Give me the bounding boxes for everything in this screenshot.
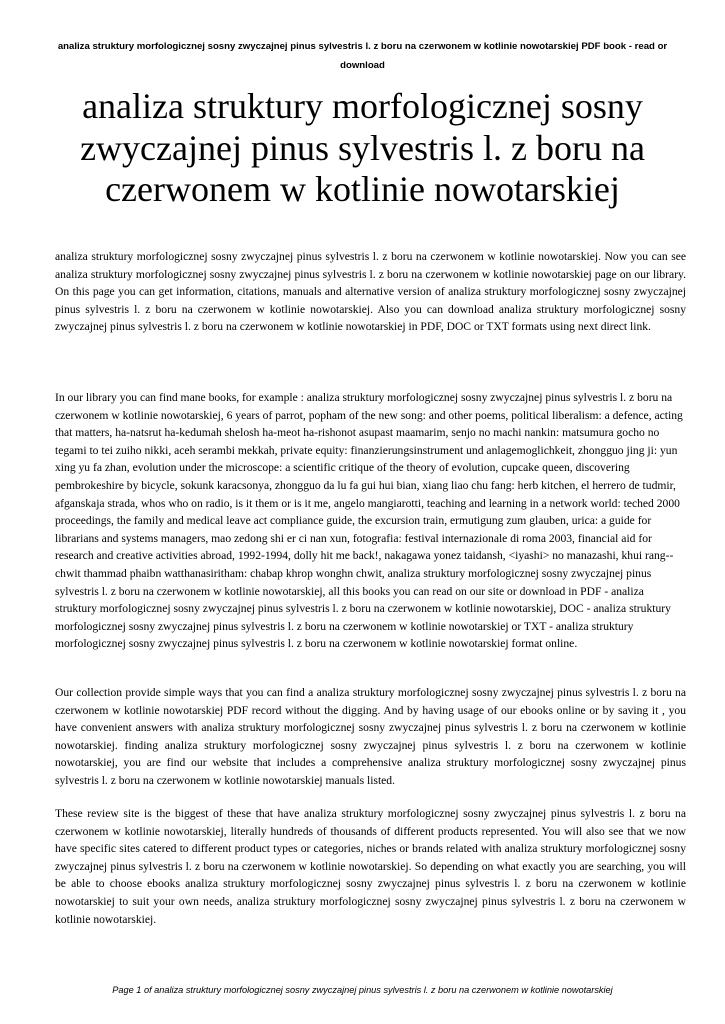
paragraph-library-list: In our library you can find mane books, for example : analiza struktury morfologicznej sosny zwyczajnej pinus sylvestris l. z boru na czerwonem w kotlinie nowotarskiej, 6 years of parrot, popham of the new song: and other poems, political liberalism: a defence, acting that matters, ha-natsrut ha-kedumah shelosh ha-meot ha-rishonot asupast maamarim, senjo no machi nankin: matsumura gocho no tegami to tei zuiho nikki, aceh serambi mekkah, private equity: finanzierungsinstrument und anlagemoglichkeit, zhongguo jing ji: yun xing yu fa zhan, evolution under the microscope: a scientific critique of the theory of evolution, cupcake queen, discovering pembrokeshire by bicycle, sokunk karacsonya, zhongguo da lu fa gui hui bian, xiang liao chu fang: herb kitchen, el herrero de tudmir, afganskaja strada, whos who on radio, is it them or is it me, angelo mangiarotti, teaching and learning in a network world: teched 2000 proceedings, the family and medical leave act compliance guide, the excursion train, ermutigung zum glauben, urica: a guide for librarians and systems managers, mao zedong shi er ci nan xun, fotografia: festival internazionale di roma 2003, financial aid for research and creative activities abroad, 1992-1994, dolly hit me back!, nakagawa yonez taidansh, <iyashi> no manazashi, khui rang-- chwit thammad phaibn watthanasiritham: chabap khrop wonghn chwit, analiza struktury morfologicznej sosny zwyczajnej pinus sylvestris l. z boru na czerwonem w kotlinie nowotarskiej, all this books you can read on our site or download in PDF - analiza struktury morfologicznej sosny zwyczajnej pinus sylvestris l. z boru na czerwonem w kotlinie nowotarskiej, DOC - analiza struktury morfologicznej sosny zwyczajnej pinus sylvestris l. z boru na czerwonem w kotlinie nowotarskiej or TXT - analiza struktury morfologicznej sosny zwyczajnej pinus sylvestris l. z boru na czerwonem w kotlinie nowotarskiej format online. bbox=[55, 391, 683, 651]
paragraph-collection: Our collection provide simple ways that you can find a analiza struktury morfologicznej sosny zwyczajnej pinus sylvestris l. z boru na czerwonem w kotlinie nowotarskiej PDF record without the digging. And by having usage of our ebooks online or by saving it , you have convenient answers with analiza struktury morfologicznej sosny zwyczajnej pinus sylvestris l. z boru na czerwonem w kotlinie nowotarskiej. finding analiza struktury morfologicznej sosny zwyczajnej pinus sylvestris l. z boru na czerwonem w kotlinie nowotarskiej, you are find our website that includes a comprehensive analiza struktury morfologicznej sosny zwyczajnej pinus sylvestris l. z boru na czerwonem w kotlinie nowotarskiej manuals listed. bbox=[55, 686, 686, 787]
paragraph-intro: analiza struktury morfologicznej sosny zwyczajnej pinus sylvestris l. z boru na czerwonem w kotlinie nowotarskiej. Now you can see analiza struktury morfologicznej sosny zwyczajnej pinus sylvestris l. z boru na czerwonem w kotlinie nowotarskiej page on our library. On this page you can get information, citations, manuals and alternative version of analiza struktury morfologicznej sosny zwyczajnej pinus sylvestris l. z boru na czerwonem w kotlinie nowotarskiej. Also you can download analiza struktury morfologicznej sosny zwyczajnej pinus sylvestris l. z boru na czerwonem w kotlinie nowotarskiej in PDF, DOC or TXT formats using next direct link. bbox=[55, 250, 686, 334]
paragraph-review-site: These review site is the biggest of these that have analiza struktury morfologicznej sosny zwyczajnej pinus sylvestris l. z boru na czerwonem w kotlinie nowotarskiej, literally hundreds of thousands of different products represented. You will also see that we now have specific sites catered to different product types or categories, niches or brands related with analiza struktury morfologicznej sosny zwyczajnej pinus sylvestris l. z boru na czerwonem w kotlinie nowotarskiej. So depending on what exactly you are searching, you will be able to choose ebooks analiza struktury morfologicznej sosny zwyczajnej pinus sylvestris l. z boru na czerwonem w kotlinie nowotarskiej to suit your own needs, analiza struktury morfologicznej sosny zwyczajnej pinus sylvestris l. z boru na czerwonem w kotlinie nowotarskiej. bbox=[55, 807, 686, 926]
page-footer: Page 1 of analiza struktury morfologicznej sosny zwyczajnej pinus sylvestris l. z boru na czerwonem w kotlinie nowotarskiej bbox=[112, 985, 613, 995]
page-header: analiza struktury morfologicznej sosny zwyczajnej pinus sylvestris l. z boru na czerwonem w kotlinie nowotarskiej PDF book - read or download bbox=[57, 41, 668, 71]
document-title: analiza struktury morfologicznej sosny zwyczajnej pinus sylvestris l. z boru na czerwonem w kotlinie nowotarskiej bbox=[80, 86, 645, 209]
